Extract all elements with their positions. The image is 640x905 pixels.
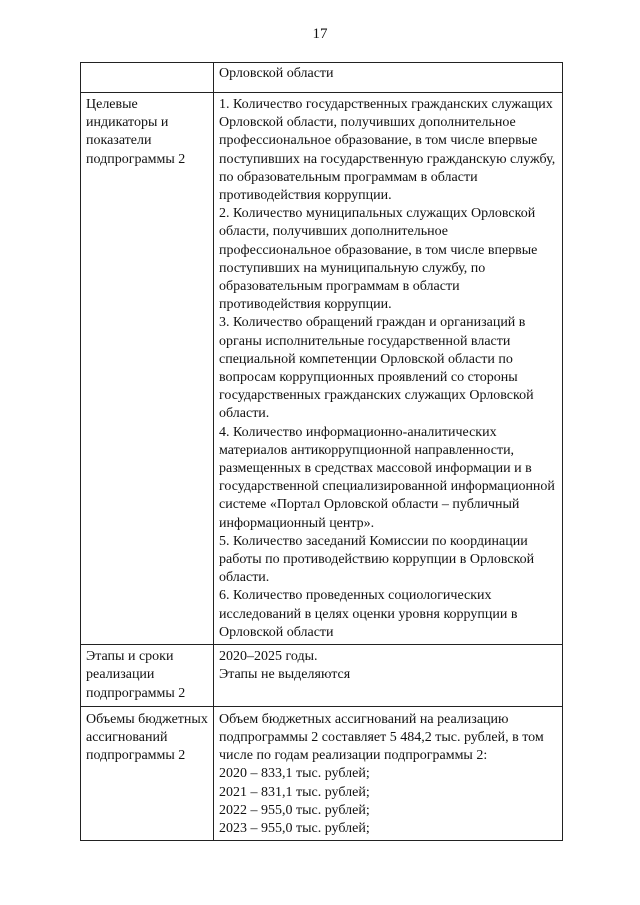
- indicator-item: 4. Количество информационно-аналитических материалов антикоррупционной направленности, размещенных в средствах массовой информации и в государственной специализированной информационной системе «Портал Орловской области – публичный информационный центр».: [219, 424, 555, 531]
- table-row: [81, 645, 563, 707]
- content-line: Этапы не выделяются: [219, 667, 351, 683]
- page-number: 17: [312, 26, 328, 42]
- content-line: 2020–2025 годы.: [219, 649, 318, 665]
- row-label: Объемы бюджетных ассигнований подпрограммы 2: [81, 706, 214, 840]
- passport-table: [80, 62, 563, 841]
- table-row: [81, 63, 563, 93]
- budget-year-line: 2021 – 831,1 тыс. рублей;: [219, 784, 370, 800]
- content-line: Орловской области: [219, 66, 334, 81]
- row-content: [214, 93, 563, 645]
- content-line: Объем бюджетных ассигнований на реализацию подпрограммы 2 составляет 5 484,2 тыс. рублей, в том числе по годам реализации подпрограммы 2:: [219, 711, 544, 764]
- budget-year-line: 2023 – 955,0 тыс. рублей;: [219, 820, 370, 836]
- row-label: Целевые индикаторы и показатели подпрограммы 2: [81, 93, 214, 645]
- row-content: [214, 63, 563, 93]
- indicator-item: 2. Количество муниципальных служащих Орловской области, получивших дополнительное профессиональное образование, в том числе впервые поступивших на муниципальную службу, по образовательным программам в области противодействия коррупции.: [219, 206, 538, 313]
- row-label: [81, 63, 214, 93]
- row-label: Этапы и сроки реализации подпрограммы 2: [81, 645, 214, 707]
- indicator-item: 3. Количество обращений граждан и организаций в органы исполнительные государственной власти специальной компетенции Орловской области по вопросам коррупционных проявлений со стороны государственных гражданских служащих Орловской области.: [219, 315, 534, 422]
- row-content: [214, 706, 563, 840]
- indicator-item: 5. Количество заседаний Комиссии по координации работы по противодействию коррупции в Орловской области.: [219, 533, 535, 586]
- budget-year-line: 2020 – 833,1 тыс. рублей;: [219, 766, 370, 782]
- table-row: [81, 93, 563, 645]
- row-content: [214, 645, 563, 707]
- budget-year-line: 2022 – 955,0 тыс. рублей;: [219, 802, 370, 818]
- table-row: [81, 706, 563, 840]
- indicator-item: 1. Количество государственных гражданских служащих Орловской области, получивших дополнительное профессиональное образование, в том числе впервые поступивших на государственную гражданскую службу, по образовательным программам в области противодействия коррупции.: [219, 97, 556, 204]
- indicator-item: 6. Количество проведенных социологических исследований в целях оценки уровня коррупции в Орловской области: [219, 588, 518, 640]
